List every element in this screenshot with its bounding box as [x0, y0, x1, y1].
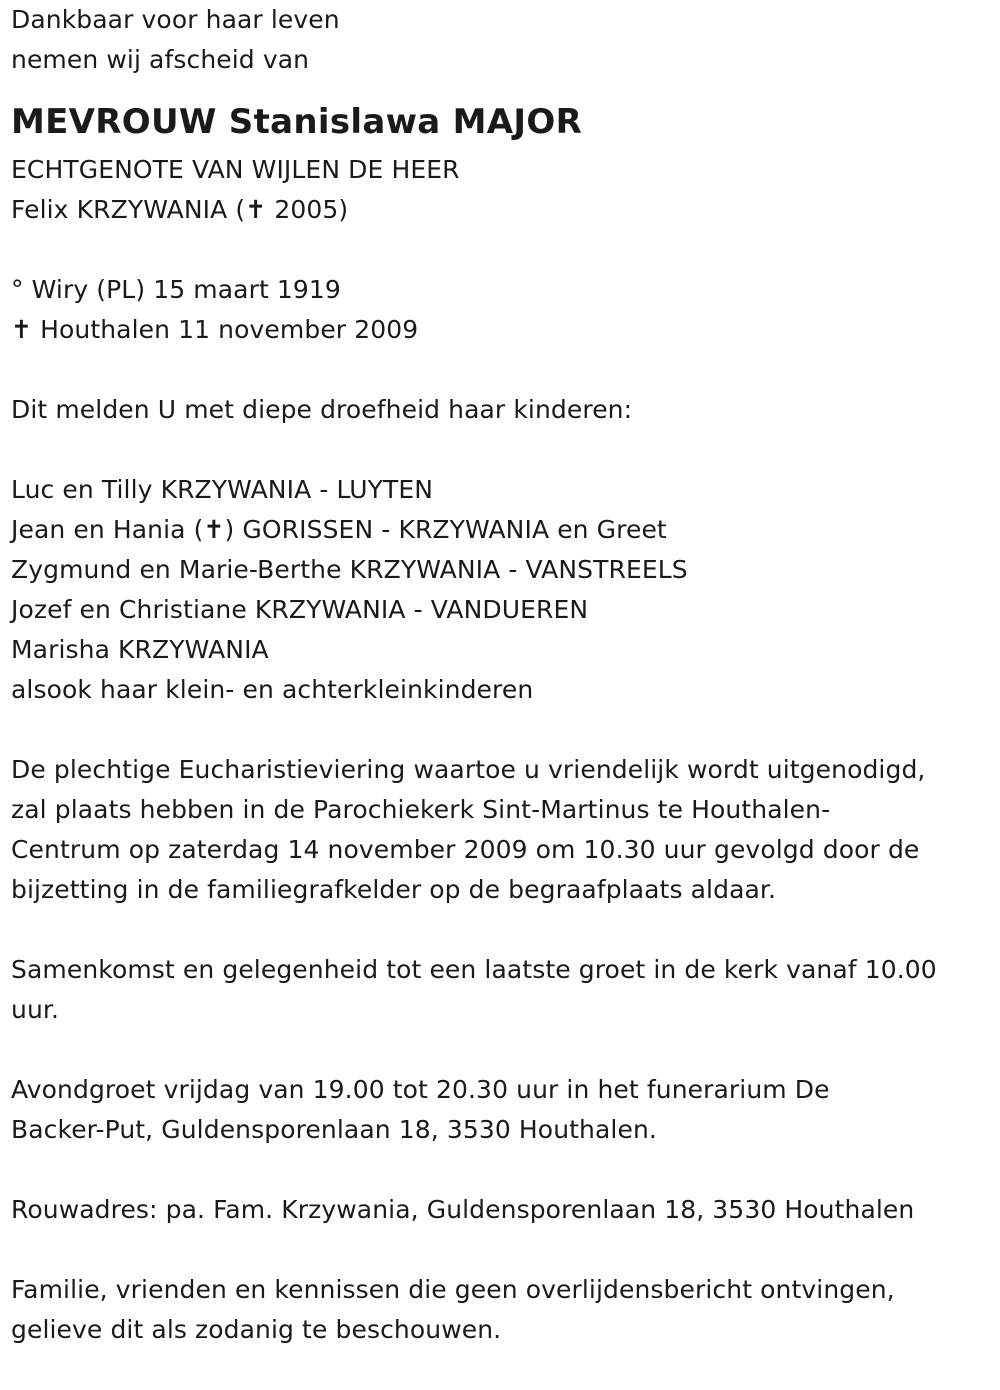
spouse-line-1: ECHTGENOTE VAN WIJLEN DE HEER [11, 155, 460, 184]
family-line: Jean en Hania (✝) GORISSEN - KRZYWANIA en Greet [11, 515, 667, 544]
ceremony-line: De plechtige Eucharistieviering waartoe u vriendelijk wordt uitgenodigd, [11, 755, 926, 784]
deceased-name: MEVROUW Stanislawa MAJOR [11, 102, 583, 142]
announcement-line: Dit melden U met diepe droefheid haar kinderen: [11, 395, 633, 424]
obituary-document [11, 0, 996, 1350]
spacer [11, 1030, 996, 1070]
birth-line: ° Wiry (PL) 15 maart 1919 [11, 275, 341, 304]
spouse-line-2: Felix KRZYWANIA (✝ 2005) [11, 195, 349, 224]
family-line: alsook haar klein- en achterkleinkinderen [11, 675, 534, 704]
evening-line: Avondgroet vrijdag van 19.00 tot 20.30 uur in het funerarium De [11, 1075, 830, 1104]
ceremony-line: bijzetting in de familiegrafkelder op de begraafplaats aldaar. [11, 875, 777, 904]
gathering-line: uur. [11, 995, 60, 1024]
intro-line-2: nemen wij afscheid van [11, 45, 310, 74]
closing-line: gelieve dit als zodanig te beschouwen. [11, 1315, 502, 1344]
family-line: Jozef en Christiane KRZYWANIA - VANDUEREN [11, 595, 589, 624]
spacer [11, 910, 996, 950]
spacer [11, 430, 996, 470]
spacer [11, 350, 996, 390]
spacer [11, 230, 996, 270]
family-line: Zygmund en Marie-Berthe KRZYWANIA - VANSTREELS [11, 555, 688, 584]
death-line: ✝ Houthalen 11 november 2009 [11, 315, 419, 344]
ceremony-line: zal plaats hebben in de Parochiekerk Sint-Martinus te Houthalen- [11, 795, 831, 824]
family-line: Marisha KRZYWANIA [11, 635, 269, 664]
ceremony-line: Centrum op zaterdag 14 november 2009 om 10.30 uur gevolgd door de [11, 835, 920, 864]
intro-line-1: Dankbaar voor haar leven [11, 5, 340, 34]
mourning-address: Rouwadres: pa. Fam. Krzywania, Guldensporenlaan 18, 3530 Houthalen [11, 1195, 915, 1224]
gathering-line: Samenkomst en gelegenheid tot een laatste groet in de kerk vanaf 10.00 [11, 955, 937, 984]
evening-line: Backer-Put, Guldensporenlaan 18, 3530 Houthalen. [11, 1115, 657, 1144]
family-line: Luc en Tilly KRZYWANIA - LUYTEN [11, 475, 434, 504]
closing-line: Familie, vrienden en kennissen die geen overlijdensbericht ontvingen, [11, 1275, 895, 1304]
spacer [11, 710, 996, 750]
spacer [11, 1230, 996, 1270]
spacer [11, 1150, 996, 1190]
